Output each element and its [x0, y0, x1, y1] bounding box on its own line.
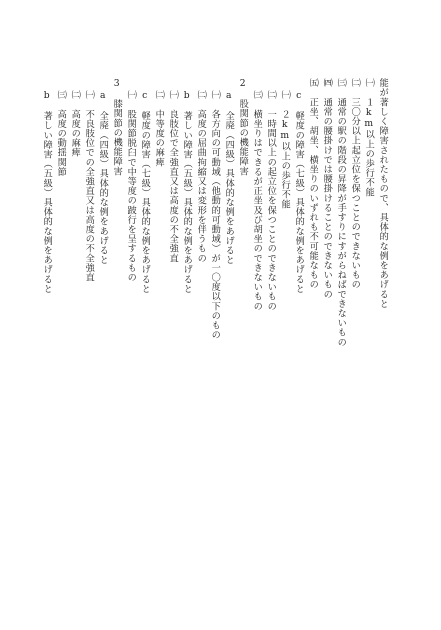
text-column: ㈡ 三〇分以上起立位を保つことのできないもの: [349, 78, 361, 290]
text-column: ㈠ １km以上の歩行不能: [363, 78, 375, 197]
text-column: ㈠ ２km以上の歩行不能: [279, 90, 291, 209]
text-column: b 著しい障害（五級）具体的な例をあげると: [41, 90, 53, 294]
section-heading: 3 膝関節の機能障害: [111, 78, 123, 176]
text-column: c 軽度の障害（七級）具体的な例をあげると: [139, 90, 151, 294]
text-column: ㈡ 中等度の麻痺: [153, 90, 165, 167]
text-column: ㈠ 各方向の可動域（他動的可動域）が一〇度以下のもの: [209, 90, 221, 340]
text-column: ㈢ 通常の駅の階段の昇降が手すりにすがらねばできないもの: [335, 78, 347, 347]
text-column: ㈠ 良肢位で全強直又は高度の不全強直: [167, 90, 179, 263]
section-heading: 2 股関節の機能障害: [237, 78, 249, 176]
text-column: 能が著しく障害されたもので、具体的な例をあげると: [377, 78, 389, 309]
text-column: ㈤ 正坐、胡坐、横坐りのいずれも不可能なもの: [307, 78, 319, 290]
text-column: a 全廃（四級）具体的な例をあげると: [223, 90, 235, 265]
text-column: ㈢ 横坐りはできるが正坐及び胡坐のできないもの: [251, 90, 263, 311]
text-column: ㈢ 高度の動揺関節: [55, 90, 67, 177]
text-column: ㈠ 不良肢位での全強直又は高度の不全強直: [83, 90, 95, 282]
text-column: ㈣ 通常の腰掛けでは腰掛けることのできないもの: [321, 78, 333, 299]
text-column: ㈡ 一時間以上の起立位を保つことのできないもの: [265, 90, 277, 311]
text-column: ㈡ 高度の麻痺: [69, 90, 81, 158]
text-column: c 軽度の障害（七級）具体的な例をあげると: [293, 90, 305, 294]
text-column: a 全廃（四級）具体的な例をあげると: [97, 90, 109, 265]
text-column: ㈡ 高度の屈曲拘縮又は変形を伴うもの: [195, 90, 207, 263]
text-column: b 著しい障害（五級）具体的な例をあげると: [181, 90, 193, 294]
text-column: ㈠ 股関節脱臼で中等度の跛行を呈するもの: [125, 90, 137, 282]
